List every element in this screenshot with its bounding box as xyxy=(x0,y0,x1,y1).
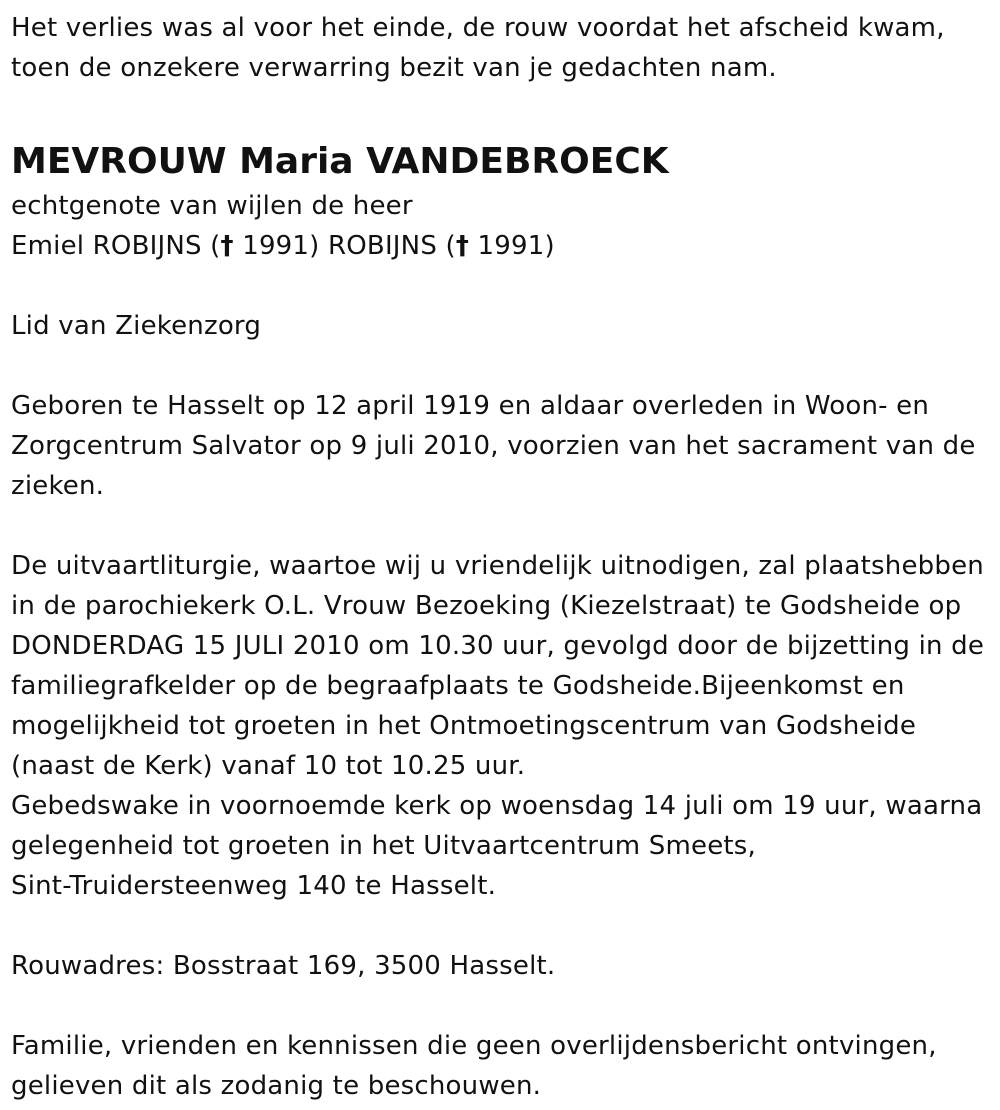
funeral-paragraph xyxy=(11,546,996,906)
cross-icon: † xyxy=(455,231,470,261)
spouse-year-b: 1991) xyxy=(469,231,555,261)
motto-verse xyxy=(11,8,996,88)
spouse-name-line xyxy=(11,226,996,266)
closing-line-2: gelieven dit als zodanig te beschouwen. xyxy=(11,1071,542,1101)
funeral-line-6: (naast de Kerk) vanaf 10 tot 10.25 uur. xyxy=(11,751,526,781)
birth-death-line-3: zieken. xyxy=(11,471,105,501)
funeral-line-2: in de parochiekerk O.L. Vrouw Bezoeking (Kiezelstraat) te Godsheide op xyxy=(11,591,962,621)
mourning-address: Rouwadres: Bosstraat 169, 3500 Hasselt. xyxy=(11,951,556,981)
funeral-line-1: De uitvaartliturgie, waartoe wij u vriendelijk uitnodigen, zal plaatshebben xyxy=(11,551,984,581)
spouse-intro: echtgenote van wijlen de heer xyxy=(11,191,413,221)
vigil-line-1: Gebedswake in voornoemde kerk op woensdag 14 juli om 19 uur, waarna xyxy=(11,791,983,821)
spouse-name-a: Emiel ROBIJNS ( xyxy=(11,231,221,261)
vigil-line-3: Sint-Truidersteenweg 140 te Hasselt. xyxy=(11,871,497,901)
motto-line-2: toen de onzekere verwarring bezit van je gedachten nam. xyxy=(11,53,777,83)
obituary-notice xyxy=(11,8,996,1106)
vigil-line-2: gelegenheid tot groeten in het Uitvaartcentrum Smeets, xyxy=(11,831,757,861)
funeral-line-5: mogelijkheid tot groeten in het Ontmoetingscentrum van Godsheide xyxy=(11,711,917,741)
funeral-line-3: DONDERDAG 15 JULI 2010 om 10.30 uur, gevolgd door de bijzetting in de xyxy=(11,631,985,661)
birth-death-line-2: Zorgcentrum Salvator op 9 juli 2010, voorzien van het sacrament van de xyxy=(11,431,976,461)
closing-line-1: Familie, vrienden en kennissen die geen overlijdensbericht ontvingen, xyxy=(11,1031,937,1061)
deceased-name: MEVROUW Maria VANDEBROECK xyxy=(11,141,669,182)
membership: Lid van Ziekenzorg xyxy=(11,311,262,341)
closing-paragraph xyxy=(11,1026,996,1106)
birth-death-paragraph xyxy=(11,386,996,506)
birth-death-line-1: Geboren te Hasselt op 12 april 1919 en aldaar overleden in Woon- en xyxy=(11,391,930,421)
motto-line-1: Het verlies was al voor het einde, de rouw voordat het afscheid kwam, xyxy=(11,13,945,43)
funeral-line-4: familiegrafkelder op de begraafplaats te Godsheide.Bijeenkomst en xyxy=(11,671,905,701)
spouse-block xyxy=(11,186,996,266)
spouse-year-a: 1991) ROBIJNS ( xyxy=(233,231,456,261)
cross-icon: † xyxy=(220,231,234,261)
